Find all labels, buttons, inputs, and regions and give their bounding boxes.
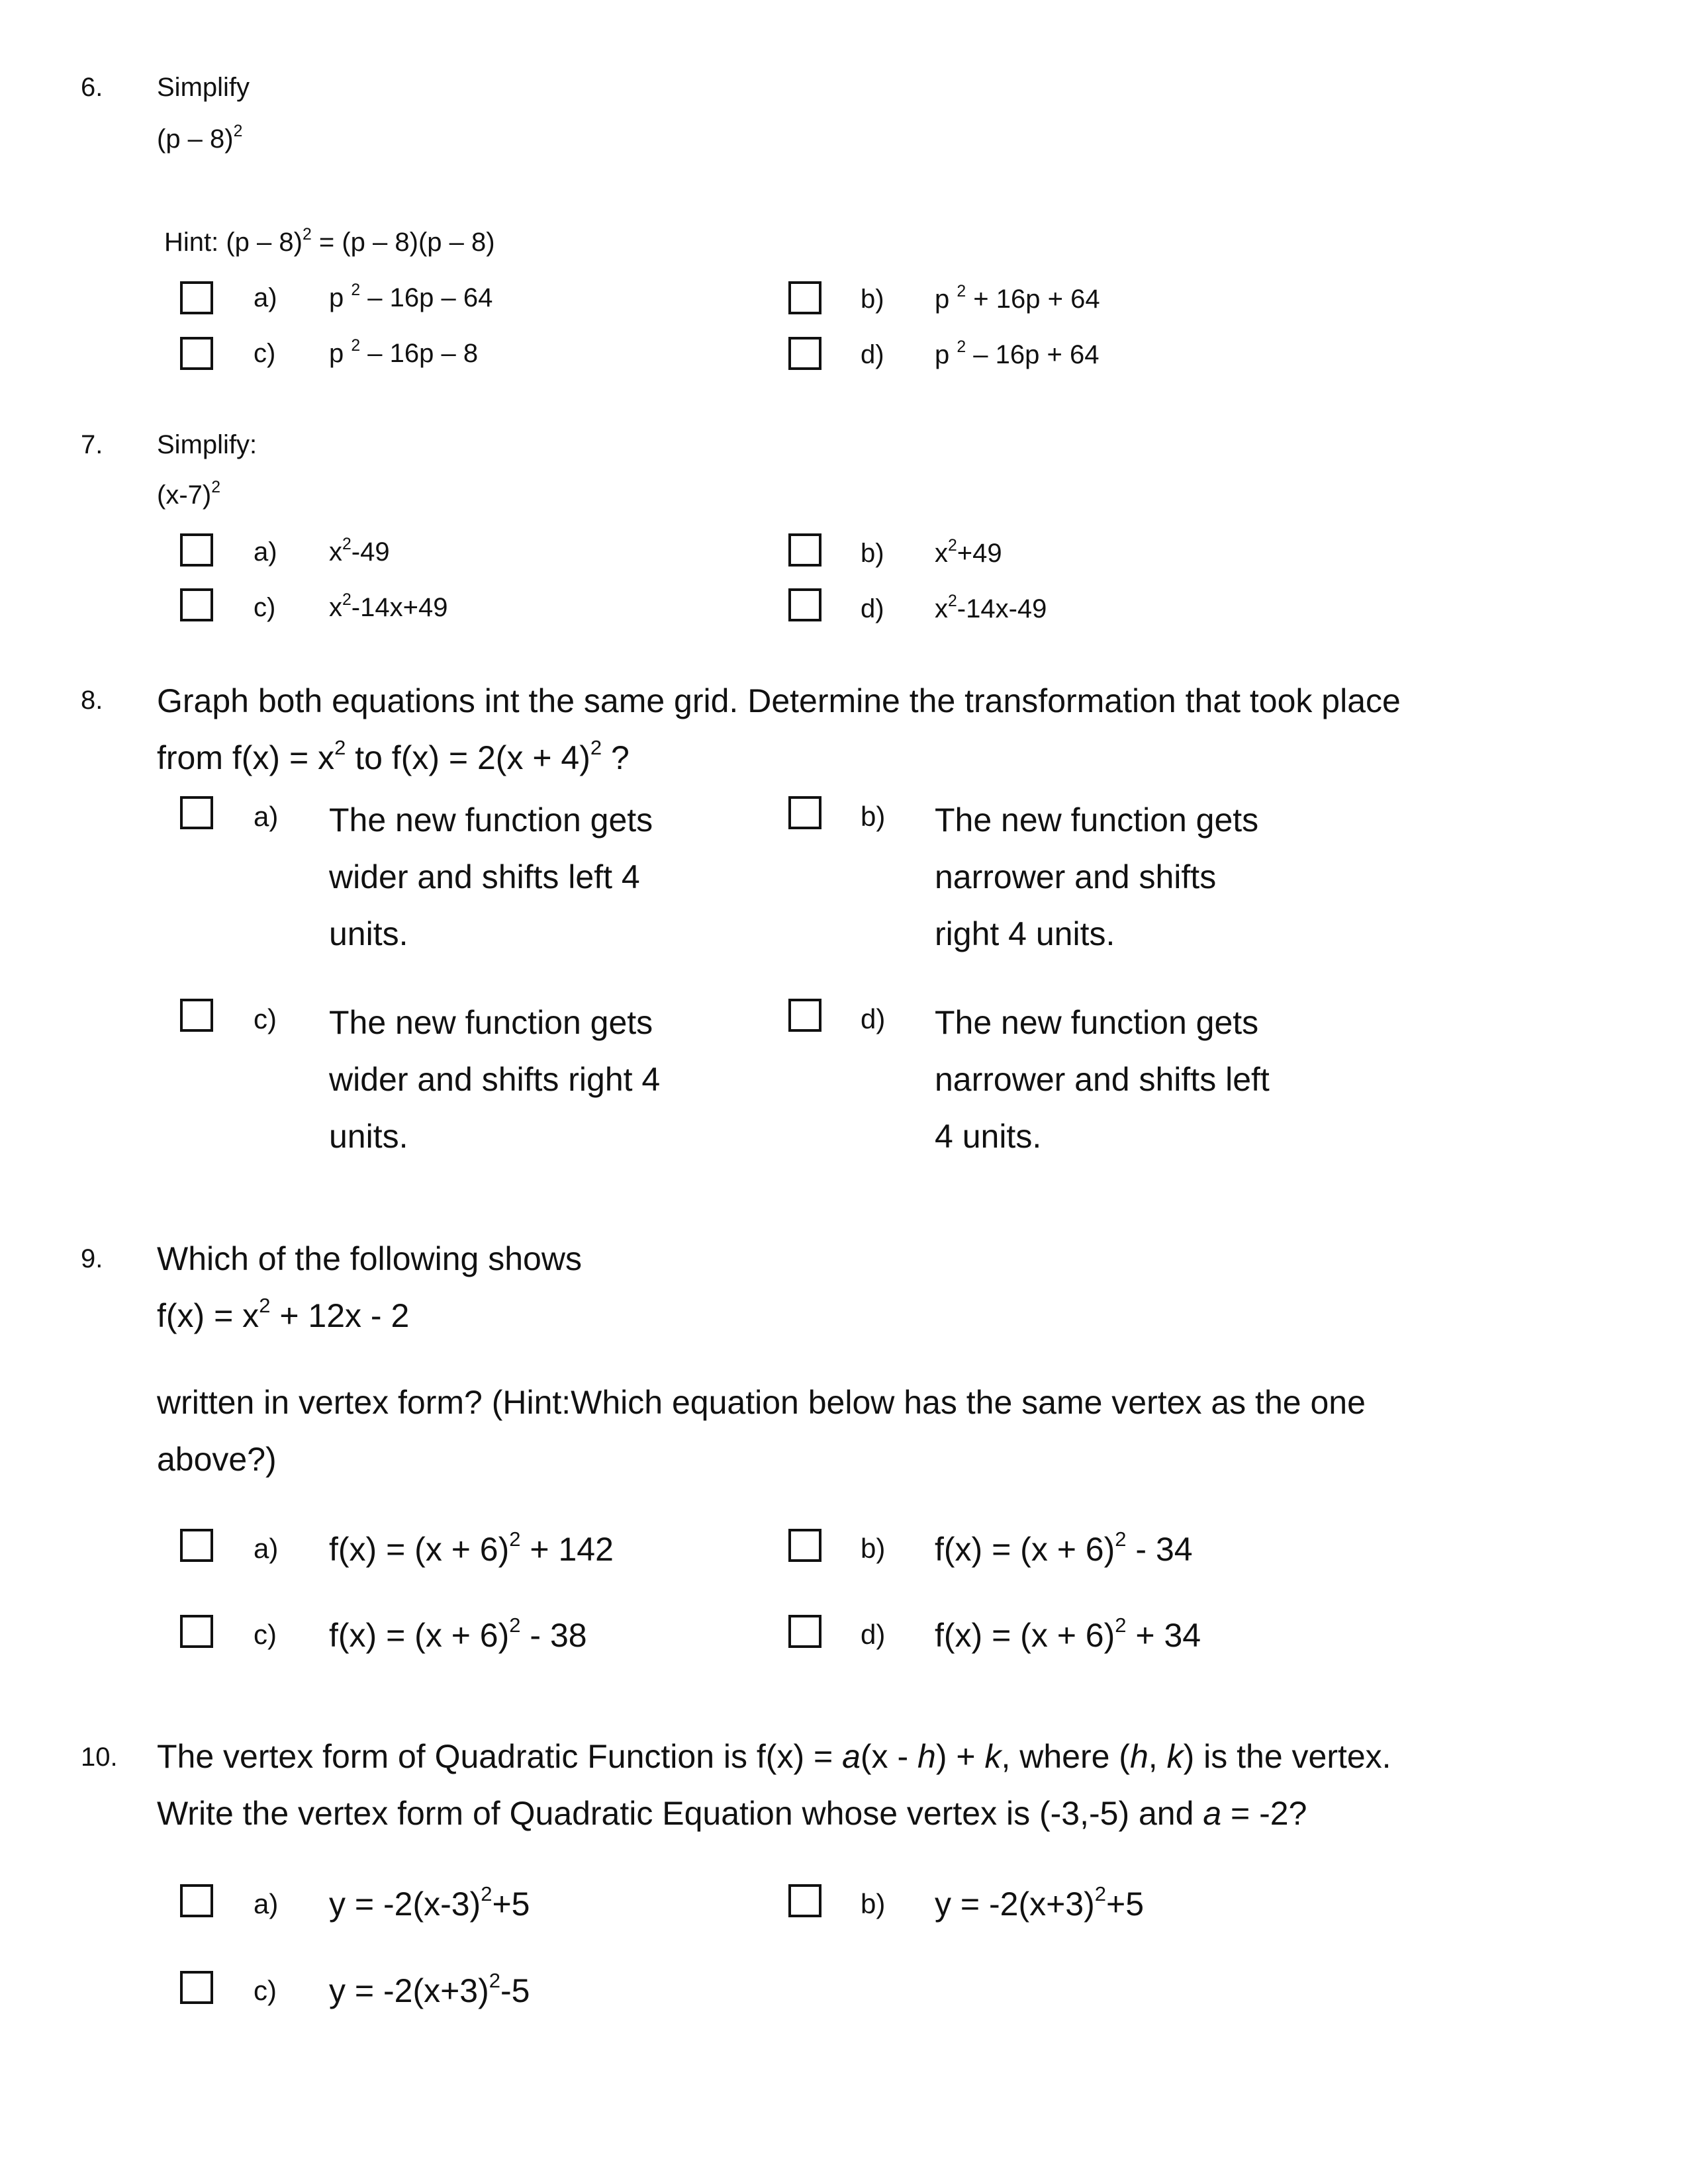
question-text-line4: above?) — [157, 1441, 277, 1478]
option-letter: d) — [861, 340, 884, 369]
checkbox-9c[interactable] — [180, 1615, 213, 1648]
question-text-line1: The vertex form of Quadratic Function is f(x) = a(x - h) + k, where (h, k) is the vertex. — [157, 1738, 1391, 1775]
question-number: 6. — [81, 73, 103, 102]
question-number: 10. — [81, 1743, 118, 1772]
checkbox-7b[interactable] — [788, 533, 821, 567]
option-text-6c: p $^2$ – 16p – 8 — [329, 336, 479, 368]
option-text-7a: $x^2-49$ — [329, 535, 390, 567]
option-letter: b) — [861, 801, 886, 832]
question-expression: $(x-7)^2$ — [157, 478, 221, 510]
option-letter: c) — [254, 1975, 277, 2006]
question-prompt: Simplify: — [157, 430, 258, 459]
option-text-9c: $f(x) = (x + 6)^2 - 38$ — [329, 1614, 587, 1654]
checkbox-9d[interactable] — [788, 1615, 821, 1648]
checkbox-7d[interactable] — [788, 588, 821, 621]
checkbox-10b[interactable] — [788, 1884, 821, 1917]
option-text-10a: $y = -2(x-3)^2+5$ — [329, 1882, 530, 1923]
option-text-10c: $y = -2(x+3)^2-5$ — [329, 1969, 530, 2009]
option-text-8b: The new function gets narrower and shifts right 4 units. — [935, 801, 1259, 952]
option-letter: b) — [861, 539, 884, 568]
question-number: 7. — [81, 430, 103, 459]
option-text-8a: The new function gets wider and shifts left 4 units. — [329, 801, 653, 952]
option-letter: c) — [254, 339, 276, 368]
option-text-9a: $f(x) = (x + 6)^2 + 142$ — [329, 1527, 614, 1568]
option-text-7d: $x^2-14x-49$ — [935, 592, 1047, 623]
checkbox-7a[interactable] — [180, 533, 213, 567]
option-letter: b) — [861, 1888, 886, 1919]
option-text-8c: The new function gets wider and shifts right 4 units. — [329, 1004, 661, 1155]
option-text-7c: $x^2-14x+49$ — [329, 590, 448, 622]
option-letter: d) — [861, 1003, 886, 1034]
option-text-7b: $x^2+49$ — [935, 536, 1002, 568]
checkbox-9a[interactable] — [180, 1529, 213, 1562]
question-number: 8. — [81, 686, 103, 715]
question-text-line3: written in vertex form? (Hint:Which equation below has the same vertex as the one — [157, 1384, 1366, 1421]
option-letter: a) — [254, 537, 277, 567]
option-text-9b: $f(x) = (x + 6)^2 - 34$ — [935, 1527, 1193, 1568]
option-text-9d: $f(x) = (x + 6)^2 + 34$ — [935, 1614, 1201, 1654]
option-text-6b: p $^2$ + 16p + 64 — [935, 282, 1100, 314]
option-letter: c) — [254, 1619, 277, 1650]
checkbox-10c[interactable] — [180, 1971, 213, 2004]
checkbox-8b[interactable] — [788, 796, 821, 829]
question-expression: (p – 8)$^2$ — [157, 122, 243, 154]
question-number: 9. — [81, 1244, 103, 1273]
option-letter: d) — [861, 1619, 886, 1650]
checkbox-10a[interactable] — [180, 1884, 213, 1917]
hint-text: Hint: (p – 8)$^2$ = (p – 8)(p – 8) — [164, 225, 495, 257]
option-letter: a) — [254, 801, 279, 832]
option-letter: c) — [254, 593, 276, 622]
option-letter: a) — [254, 1888, 279, 1919]
checkbox-9b[interactable] — [788, 1529, 821, 1562]
question-text-line2: from $f(x) = x^2$ to $f(x) = 2(x + 4)^2$ ? — [157, 736, 630, 776]
checkbox-6d[interactable] — [788, 337, 821, 370]
checkbox-6c[interactable] — [180, 337, 213, 370]
checkbox-8a[interactable] — [180, 796, 213, 829]
question-text-line1: Graph both equations int the same grid. Determine the transformation that took place — [157, 682, 1401, 719]
option-text-8d: The new function gets narrower and shifts left 4 units. — [935, 1004, 1270, 1155]
option-text-6d: p $^2$ – 16p + 64 — [935, 338, 1100, 369]
question-text-line2: Write the vertex form of Quadratic Equation whose vertex is (-3,-5) and a = -2? — [157, 1795, 1307, 1832]
option-letter: b) — [861, 1533, 886, 1564]
question-text-line2: $f(x) = x^2 + 12x - 2$ — [157, 1294, 410, 1334]
checkbox-8c[interactable] — [180, 999, 213, 1032]
option-letter: a) — [254, 283, 277, 312]
checkbox-8d[interactable] — [788, 999, 821, 1032]
option-letter: d) — [861, 594, 884, 623]
checkbox-6a[interactable] — [180, 281, 213, 314]
option-letter: b) — [861, 285, 884, 314]
option-text-10b: $y = -2(x+3)^2+5$ — [935, 1882, 1145, 1923]
question-text-line1: Which of the following shows — [157, 1240, 582, 1277]
option-text-6a: p $^2$ – 16p – 64 — [329, 281, 493, 312]
option-letter: c) — [254, 1003, 277, 1034]
checkbox-6b[interactable] — [788, 281, 821, 314]
question-prompt: Simplify — [157, 73, 250, 102]
option-letter: a) — [254, 1533, 279, 1564]
checkbox-7c[interactable] — [180, 588, 213, 621]
